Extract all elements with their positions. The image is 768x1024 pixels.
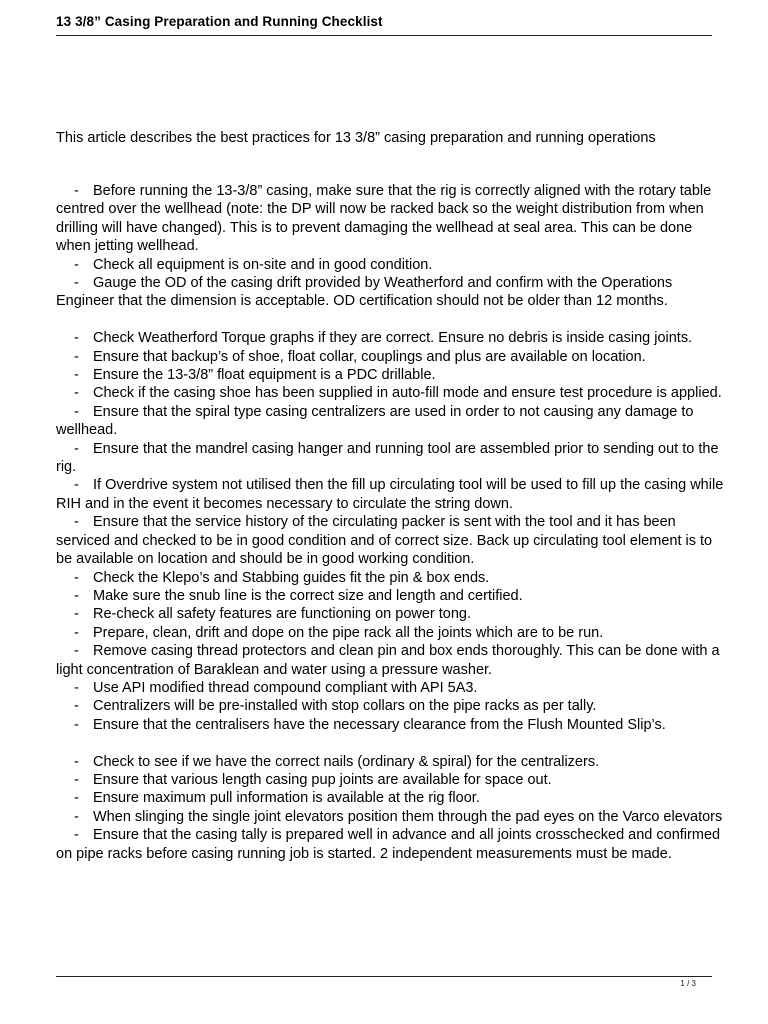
checklist-item-text: Check the Klepo’s and Stabbing guides fit the pin & box ends.: [93, 569, 490, 586]
bullet-dash: -: [74, 827, 79, 844]
checklist-item-text: Ensure the 13-3/8” float equipment is a PDC drillable.: [93, 367, 436, 384]
bullet-dash: -: [74, 514, 79, 531]
bullet-dash: -: [74, 679, 79, 696]
checklist-item-text: If Overdrive system not utilised then the fill up circulating tool will be used to fill up the casing while RIH and in the event it becomes necessary to circulate the string down.: [56, 477, 724, 512]
checklist-item-text: Before running the 13-3/8” casing, make sure that the rig is correctly aligned with the rotary table centred over the wellhead (note: the DP will now be racked back so the weight distribution from when drilling will have changed). This is to prevent damaging the wellhead at seal area. This can be done when jetting wellhead.: [56, 183, 712, 255]
bullet-dash: -: [74, 330, 79, 347]
checklist-item-text: Check Weatherford Torque graphs if they are correct. Ensure no debris is inside casing joints.: [93, 330, 693, 347]
bullet-dash: -: [74, 275, 79, 292]
checklist-item-text: Remove casing thread protectors and clean pin and box ends thoroughly. This can be done with a light concentration of Baraklean and water using a pressure washer.: [56, 643, 720, 678]
header-divider: [56, 35, 712, 36]
page-number: 1 / 3: [680, 979, 696, 988]
checklist-item-text: Re-check all safety features are functioning on power tong.: [93, 606, 472, 623]
bullet-dash: -: [74, 477, 79, 494]
checklist-item: [56, 440, 730, 477]
checklist-item: [56, 366, 730, 384]
checklist-item-text: Gauge the OD of the casing drift provided by Weatherford and confirm with the Operations Engineer that the dimension is acceptable. OD certification should not be older than 12 months.: [56, 275, 673, 310]
bullet-dash: -: [74, 348, 79, 365]
checklist-item: [56, 348, 730, 366]
checklist-item-text: Ensure that the spiral type casing centralizers are used in order to not causing any damage to wellhead.: [56, 403, 694, 439]
checklist-item: [56, 789, 730, 807]
bullet-dash: -: [74, 385, 79, 402]
checklist-item: [56, 569, 730, 587]
checklist-item: [56, 256, 730, 274]
checklist-item: [56, 716, 730, 734]
checklist-item: [56, 182, 730, 256]
checklist-item-text: Ensure maximum pull information is available at the rig floor.: [93, 790, 480, 807]
checklist-item-text: Centralizers will be pre-installed with stop collars on the pipe racks as per tally.: [93, 698, 597, 715]
bullet-dash: -: [74, 771, 79, 788]
bullet-dash: -: [74, 569, 79, 586]
checklist-item: [56, 753, 730, 771]
checklist-item-text: Ensure that various length casing pup joints are available for space out.: [93, 771, 552, 788]
bullet-dash: -: [74, 753, 79, 770]
checklist-item: [56, 605, 730, 623]
bullet-dash: -: [74, 606, 79, 623]
checklist: [56, 182, 730, 863]
checklist-item-text: When slinging the single joint elevators position them through the pad eyes on the Varco elevators: [93, 808, 723, 825]
bullet-dash: -: [74, 808, 79, 825]
checklist-item-text: Check to see if we have the correct nails (ordinary & spiral) for the centralizers.: [93, 753, 600, 770]
bullet-dash: -: [74, 256, 79, 273]
footer-divider: [56, 976, 712, 977]
checklist-item-text: Use API modified thread compound compliant with API 5A3.: [93, 679, 478, 696]
checklist-item: [56, 771, 730, 789]
checklist-item: [56, 476, 730, 513]
checklist-item: [56, 697, 730, 715]
checklist-item-text: Check all equipment is on-site and in good condition.: [93, 256, 433, 273]
bullet-dash: -: [74, 790, 79, 807]
bullet-dash: -: [74, 403, 79, 420]
bullet-dash: -: [74, 624, 79, 641]
checklist-item-text: Make sure the snub line is the correct size and length and certified.: [93, 587, 523, 604]
bullet-dash: -: [74, 183, 79, 199]
bullet-dash: -: [74, 643, 79, 660]
checklist-item-text: Prepare, clean, drift and dope on the pipe rack all the joints which are to be run.: [93, 624, 604, 641]
checklist-item: [56, 384, 730, 402]
checklist-item-text: Ensure that the casing tally is prepared well in advance and all joints crosschecked and confirmed on pipe racks before casing running job is started. 2 independent measurements must be made.: [56, 827, 721, 862]
bullet-dash: -: [74, 698, 79, 715]
bullet-dash: -: [74, 440, 79, 457]
checklist-item: [56, 329, 730, 347]
checklist-item-text: Check if the casing shoe has been supplied in auto-fill mode and ensure test procedure is applied.: [93, 385, 722, 402]
checklist-item-text: Ensure that backup’s of shoe, float collar, couplings and plus are available on location.: [93, 348, 646, 365]
checklist-item: [56, 826, 730, 863]
checklist-item: [56, 808, 730, 826]
intro-paragraph: This article describes the best practices for 13 3/8” casing preparation and running operations: [56, 130, 656, 146]
checklist-item-text: Ensure that the mandrel casing hanger and running tool are assembled prior to sending out to the rig.: [56, 440, 719, 476]
checklist-item: [56, 642, 730, 679]
checklist-item: [56, 624, 730, 642]
bullet-dash: -: [74, 587, 79, 604]
checklist-item: [56, 403, 730, 440]
checklist-item: [56, 513, 730, 568]
bullet-dash: -: [74, 367, 79, 384]
checklist-item-text: Ensure that the service history of the circulating packer is sent with the tool and it has been serviced and checked to be in good condition and of correct size. Back up circulating tool element is to be available on location and should be in good working condition.: [56, 514, 713, 568]
checklist-item-text: Ensure that the centralisers have the necessary clearance from the Flush Mounted Slip’s.: [93, 716, 666, 733]
checklist-item: [56, 587, 730, 605]
bullet-dash: -: [74, 716, 79, 733]
checklist-item: [56, 679, 730, 697]
document-title: 13 3/8” Casing Preparation and Running Checklist: [56, 14, 383, 29]
checklist-item: [56, 274, 730, 311]
